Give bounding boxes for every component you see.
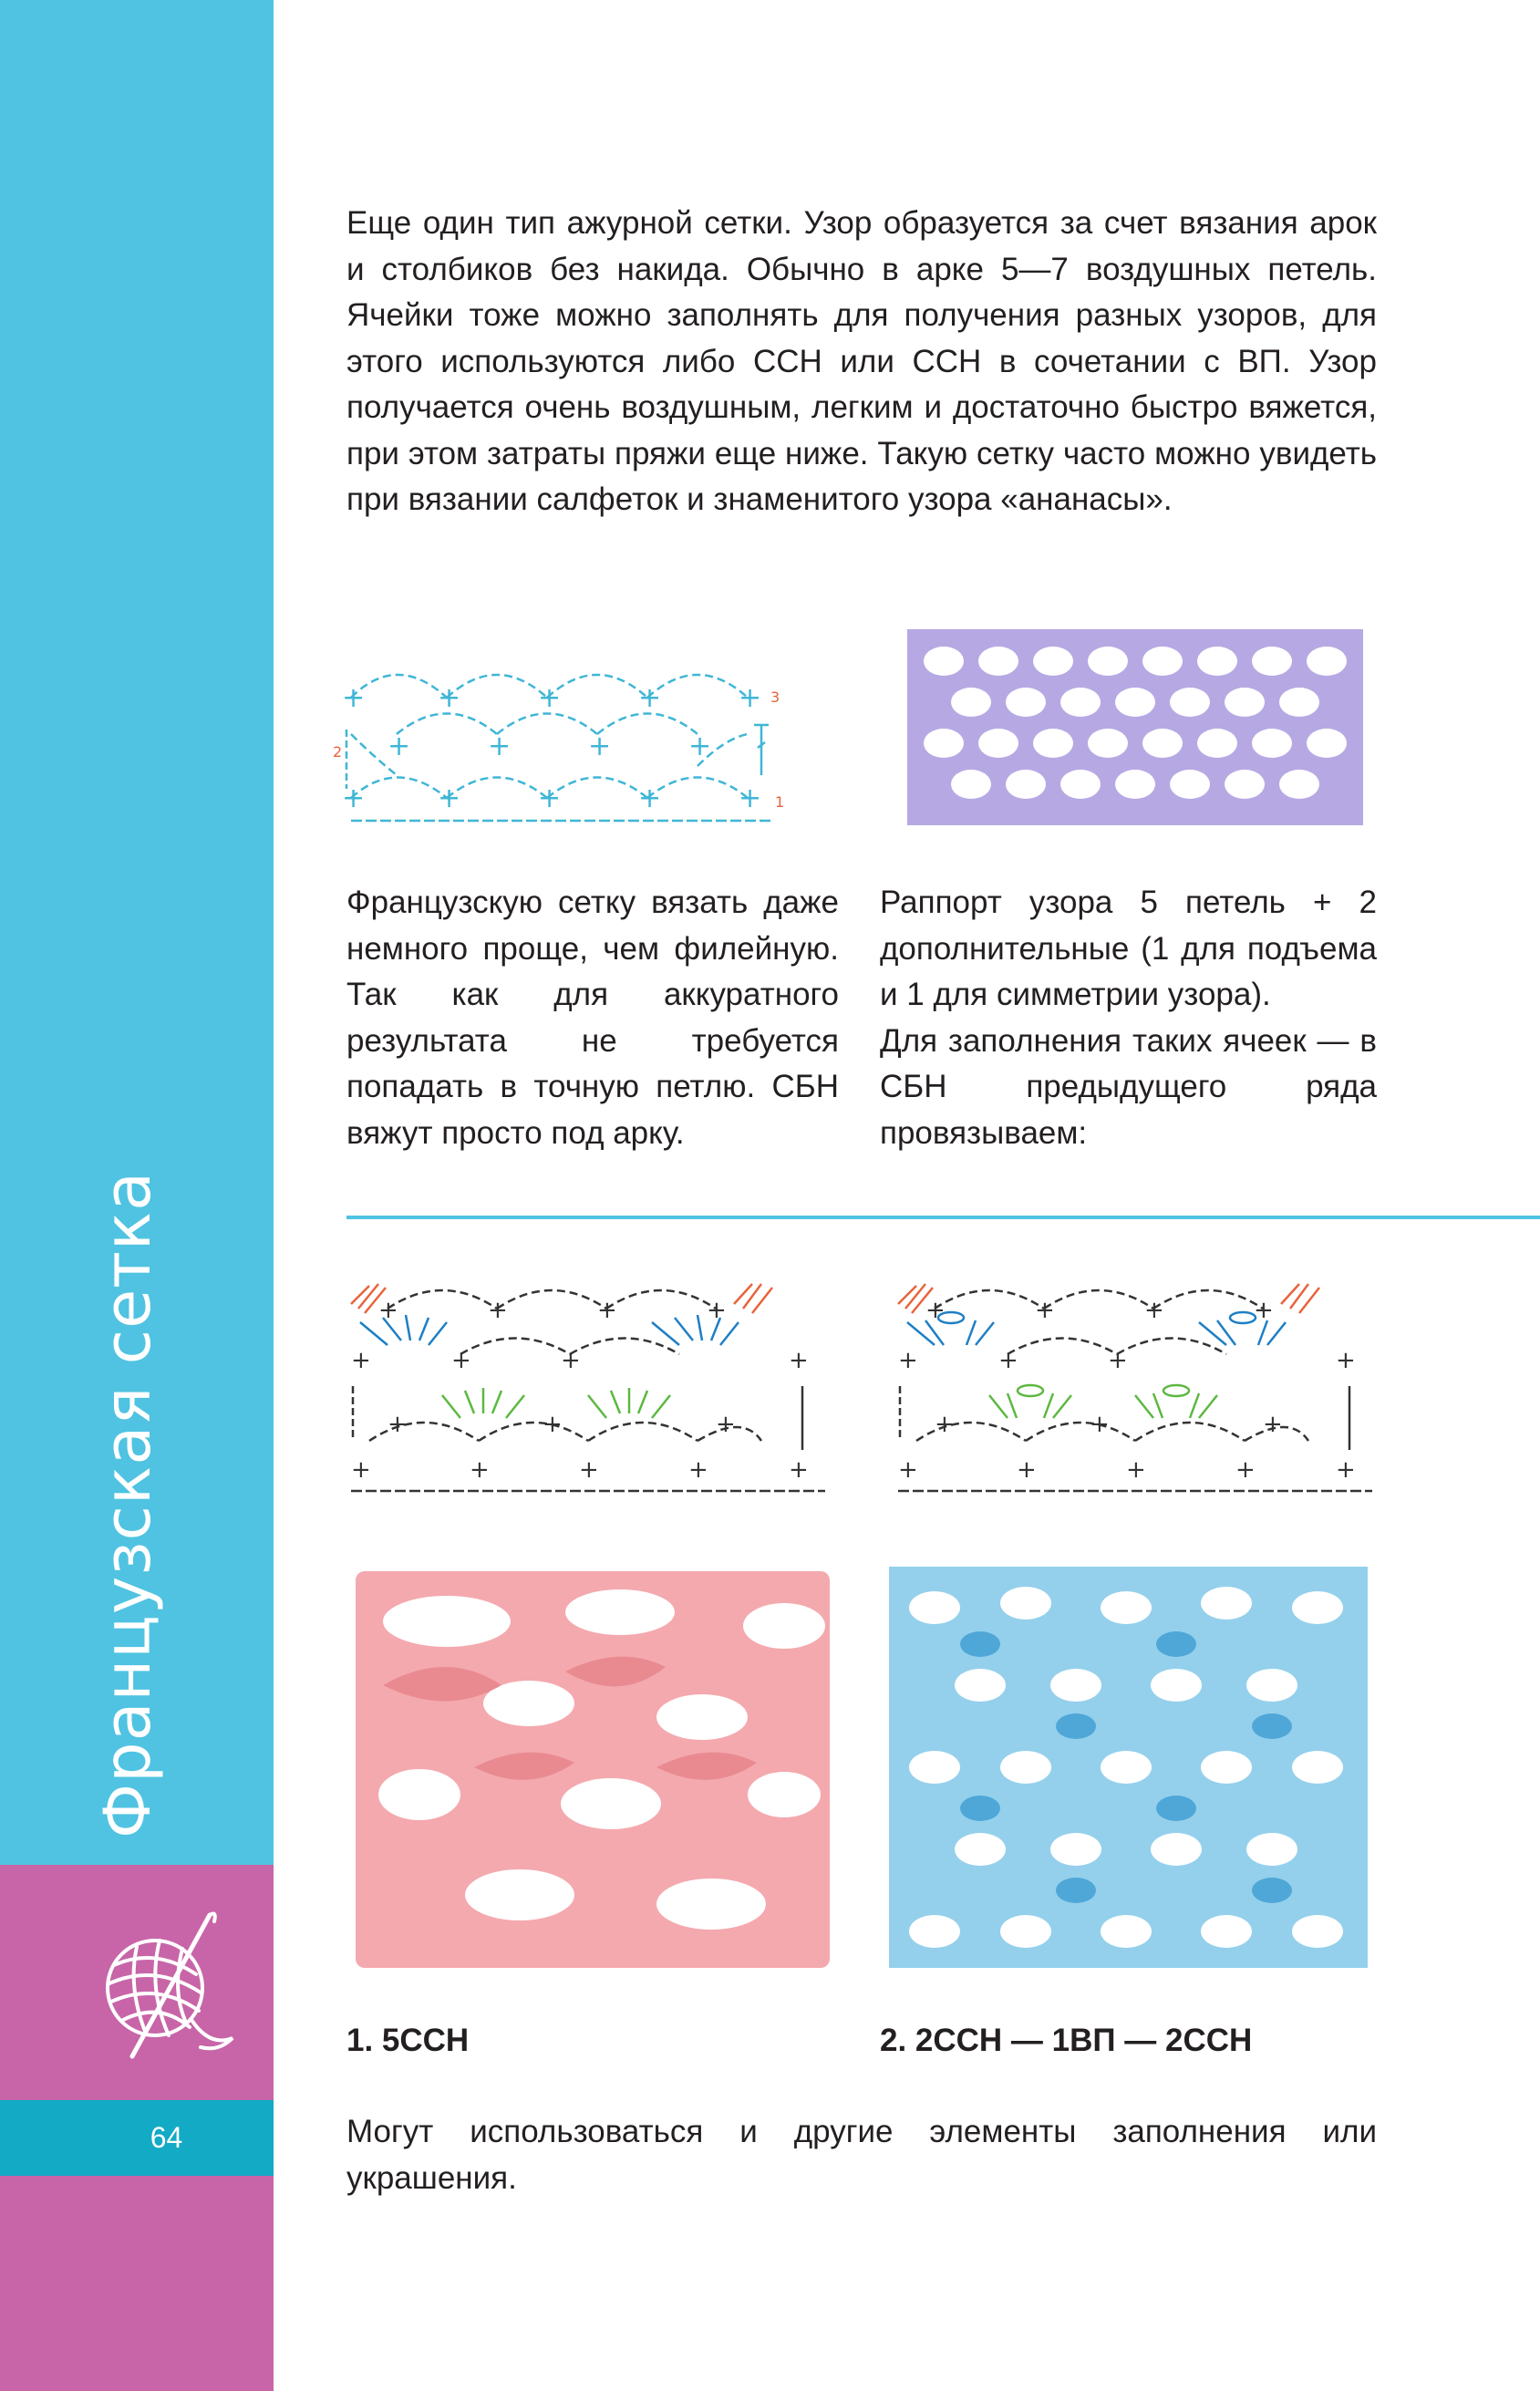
left-column-text: Французскую сетку вязать даже немного проще, чем филейную. Так как для аккуратного результата не требуется попадать в точную петлю. СБН вяжут просто под арку.	[346, 885, 839, 1151]
section-divider	[346, 1216, 1540, 1219]
french-net-diagram	[333, 638, 853, 839]
section-title-text: Французская сетка	[90, 1170, 165, 1839]
bottom-paragraph	[346, 2109, 1377, 2201]
svg-text:+: +	[638, 782, 662, 814]
svg-text:+: +	[342, 682, 366, 714]
svg-text:+: +	[597, 1297, 617, 1324]
svg-text:+: +	[438, 782, 461, 814]
svg-text:+: +	[579, 1456, 599, 1484]
svg-text:+: +	[470, 1456, 490, 1484]
svg-text:+: +	[716, 1411, 736, 1438]
page-number: 64	[150, 2121, 183, 2154]
svg-text:+: +	[739, 782, 762, 814]
pink-sample-photo	[346, 1558, 843, 1977]
svg-text:+: +	[1144, 1297, 1164, 1324]
svg-text:+: +	[1235, 1456, 1256, 1484]
intro-paragraph	[346, 201, 1377, 523]
yarn-ball-with-hook-icon	[73, 1910, 246, 2065]
svg-text:+: +	[1017, 1456, 1037, 1484]
svg-text:+: +	[451, 1347, 471, 1374]
svg-text:+: +	[351, 1456, 371, 1484]
svg-text:+: +	[935, 1411, 955, 1438]
svg-text:+: +	[378, 1297, 398, 1324]
svg-text:+: +	[1336, 1347, 1356, 1374]
right-column-text-2: Для заполнения таких ячеек — в СБН предыдущего ряда провязываем:	[880, 1022, 1377, 1151]
svg-text:+: +	[789, 1347, 809, 1374]
svg-text:+: +	[538, 782, 562, 814]
svg-text:+: +	[1126, 1456, 1146, 1484]
right-column-text-1: Раппорт узора 5 петель + 2 дополнительные (1 для подъема и 1 для симметрии узора).	[880, 885, 1377, 1012]
svg-text:+: +	[538, 682, 562, 714]
svg-text:+: +	[1263, 1411, 1283, 1438]
svg-text:+: +	[1108, 1347, 1128, 1374]
svg-text:+: +	[388, 730, 411, 762]
bottom-text: Могут использоваться и другие элементы заполнения или украшения.	[346, 2114, 1377, 2196]
blue-sample-photo	[880, 1558, 1377, 1977]
svg-text:+: +	[543, 1411, 563, 1438]
svg-text:+: +	[688, 730, 712, 762]
svg-text:+: +	[998, 1347, 1018, 1374]
left-column	[346, 880, 839, 1156]
row-label-3: 3	[770, 688, 780, 706]
svg-text:+: +	[342, 782, 366, 814]
svg-text:+: +	[1035, 1297, 1055, 1324]
svg-text:+: +	[925, 1297, 946, 1324]
svg-text:+: +	[488, 1297, 508, 1324]
filled-net-diagram-2dc-ch-2dc	[880, 1268, 1400, 1514]
svg-text:+: +	[561, 1347, 581, 1374]
caption-1: 1. 5ССН	[346, 2023, 470, 2058]
svg-text:+: +	[739, 682, 762, 714]
intro-text: Еще один тип ажурной сетки. Узор образуется за счет вязания арок и столбиков без накида. Обычно в арке 5—7 воздушных петель. Ячейки тоже можно заполнять для получения разных узоров, для этого используются либо ССН или ССН в сочетании с ВП. Узор получается очень воздушным, легким и достаточно быстро вяжется, при этом затраты пряжи еще ниже. Такую сетку часто можно увидеть при вязании салфеток и знаменитого узора «ананасы».	[346, 205, 1377, 517]
svg-text:+: +	[1254, 1297, 1274, 1324]
svg-text:+: +	[789, 1456, 809, 1484]
svg-text:+: +	[488, 730, 512, 762]
svg-text:+: +	[388, 1411, 408, 1438]
svg-text:+: +	[351, 1347, 371, 1374]
filled-net-diagram-5dc	[333, 1268, 853, 1514]
svg-text:+: +	[1090, 1411, 1110, 1438]
svg-text:+: +	[898, 1347, 918, 1374]
right-column	[880, 880, 1377, 1156]
svg-text:+: +	[898, 1456, 918, 1484]
svg-text:+: +	[438, 682, 461, 714]
purple-net-sample-photo	[871, 611, 1390, 834]
svg-text:+: +	[1336, 1456, 1356, 1484]
row-label-1: 1	[775, 793, 785, 811]
row-label-2: 2	[333, 743, 343, 761]
svg-text:+: +	[688, 1456, 708, 1484]
svg-text:+: +	[588, 730, 612, 762]
caption-2: 2. 2ССН — 1ВП — 2ССН	[880, 2023, 1253, 2058]
svg-text:+: +	[707, 1297, 727, 1324]
svg-text:+: +	[638, 682, 662, 714]
